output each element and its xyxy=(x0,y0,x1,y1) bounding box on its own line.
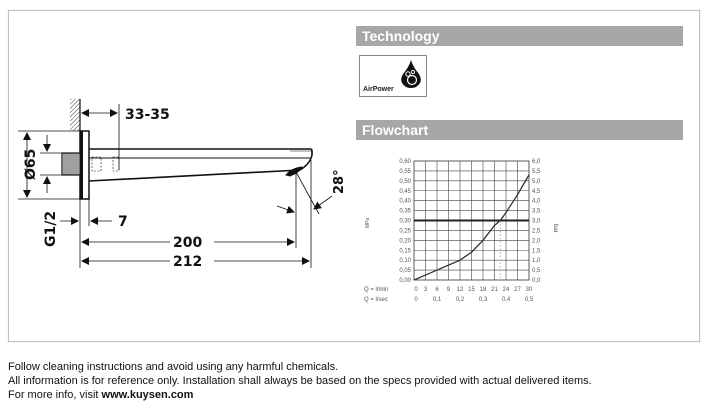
svg-text:9: 9 xyxy=(446,287,451,293)
technology-header: Technology xyxy=(356,26,683,46)
svg-text:0,55: 0,55 xyxy=(399,168,411,175)
svg-text:0,25: 0,25 xyxy=(399,228,411,235)
svg-text:24: 24 xyxy=(502,287,510,293)
svg-text:6,0: 6,0 xyxy=(532,159,541,165)
svg-text:3,0: 3,0 xyxy=(532,218,541,225)
svg-text:1,0: 1,0 xyxy=(532,258,541,265)
technical-drawing xyxy=(0,0,360,290)
svg-text:0,05: 0,05 xyxy=(399,268,411,275)
dim-angle: 28° xyxy=(332,169,347,194)
flow-chart xyxy=(355,150,575,310)
svg-text:1,5: 1,5 xyxy=(532,248,541,255)
y-label-right: bar xyxy=(552,224,558,233)
flowchart-header: Flowchart xyxy=(356,120,683,140)
svg-text:0,0: 0,0 xyxy=(532,278,541,284)
svg-text:0: 0 xyxy=(414,297,418,303)
svg-text:4,5: 4,5 xyxy=(532,188,541,195)
wall-flange xyxy=(80,131,89,199)
x-label-lmin: Q = l/min xyxy=(364,287,389,293)
footer-cleaning-note: Follow cleaning instructions and avoid using any harmful chemicals. xyxy=(8,361,339,373)
threaded-connector xyxy=(62,153,80,175)
dim-total: 212 xyxy=(173,254,203,270)
footer-notes xyxy=(8,360,592,402)
svg-text:0,60: 0,60 xyxy=(399,159,411,165)
svg-text:2,0: 2,0 xyxy=(532,238,541,245)
website-link[interactable]: www.kuysen.com xyxy=(101,389,194,401)
svg-text:0,15: 0,15 xyxy=(399,248,411,255)
airpower-drop-icon xyxy=(400,59,422,89)
svg-text:5,5: 5,5 xyxy=(532,168,541,175)
y-axis-right-ticks xyxy=(532,159,541,284)
footer-more-info-prefix: For more info, visit xyxy=(8,389,102,401)
svg-text:6: 6 xyxy=(435,287,439,293)
footer-disclaimer: All information is for reference only. Installation shall always be based on the specs provided with actual delivered items. xyxy=(8,375,592,387)
svg-text:4,0: 4,0 xyxy=(532,198,541,205)
svg-text:0,40: 0,40 xyxy=(399,198,411,205)
wall-hatch xyxy=(70,99,80,131)
svg-text:0,10: 0,10 xyxy=(399,258,411,265)
svg-text:0,30: 0,30 xyxy=(399,218,411,225)
x-label-lsec: Q = l/sec xyxy=(364,297,388,303)
svg-text:0,00: 0,00 xyxy=(399,278,411,284)
y-axis-left-ticks xyxy=(399,159,411,284)
svg-text:2,5: 2,5 xyxy=(532,228,541,235)
svg-text:27: 27 xyxy=(514,287,521,293)
svg-text:21: 21 xyxy=(491,287,498,293)
svg-text:3,5: 3,5 xyxy=(532,208,541,215)
airpower-label: AirPower xyxy=(363,86,394,93)
svg-text:0,3: 0,3 xyxy=(478,297,488,303)
svg-text:0,20: 0,20 xyxy=(399,238,411,245)
svg-text:3: 3 xyxy=(423,287,428,293)
svg-text:30: 30 xyxy=(525,287,533,293)
dim-thread: G1/2 xyxy=(43,210,59,247)
svg-text:0,5: 0,5 xyxy=(532,268,541,275)
svg-text:15: 15 xyxy=(468,287,475,293)
svg-text:0,5: 0,5 xyxy=(524,297,534,303)
svg-text:0,4: 0,4 xyxy=(501,297,511,303)
svg-text:0,45: 0,45 xyxy=(399,188,411,195)
svg-text:0,50: 0,50 xyxy=(399,178,411,185)
dim-diameter: Ø65 xyxy=(23,148,39,180)
airpower-badge xyxy=(359,55,427,97)
svg-text:0,35: 0,35 xyxy=(399,208,411,215)
y-label-left: MPa xyxy=(365,217,371,228)
svg-text:18: 18 xyxy=(479,287,487,293)
svg-text:0,2: 0,2 xyxy=(455,297,465,303)
dim-reach: 200 xyxy=(173,235,203,251)
dim-flange: 7 xyxy=(118,214,128,230)
x-axis-lsec-ticks xyxy=(414,297,534,303)
svg-text:0,1: 0,1 xyxy=(432,297,442,303)
svg-text:12: 12 xyxy=(456,287,464,293)
spout-body xyxy=(89,149,312,181)
dim-mount-depth: 33-35 xyxy=(125,107,170,123)
svg-text:0: 0 xyxy=(414,287,418,293)
footer-more-info xyxy=(8,388,592,402)
svg-text:5,0: 5,0 xyxy=(532,178,541,185)
x-axis-lmin-ticks xyxy=(414,287,533,293)
